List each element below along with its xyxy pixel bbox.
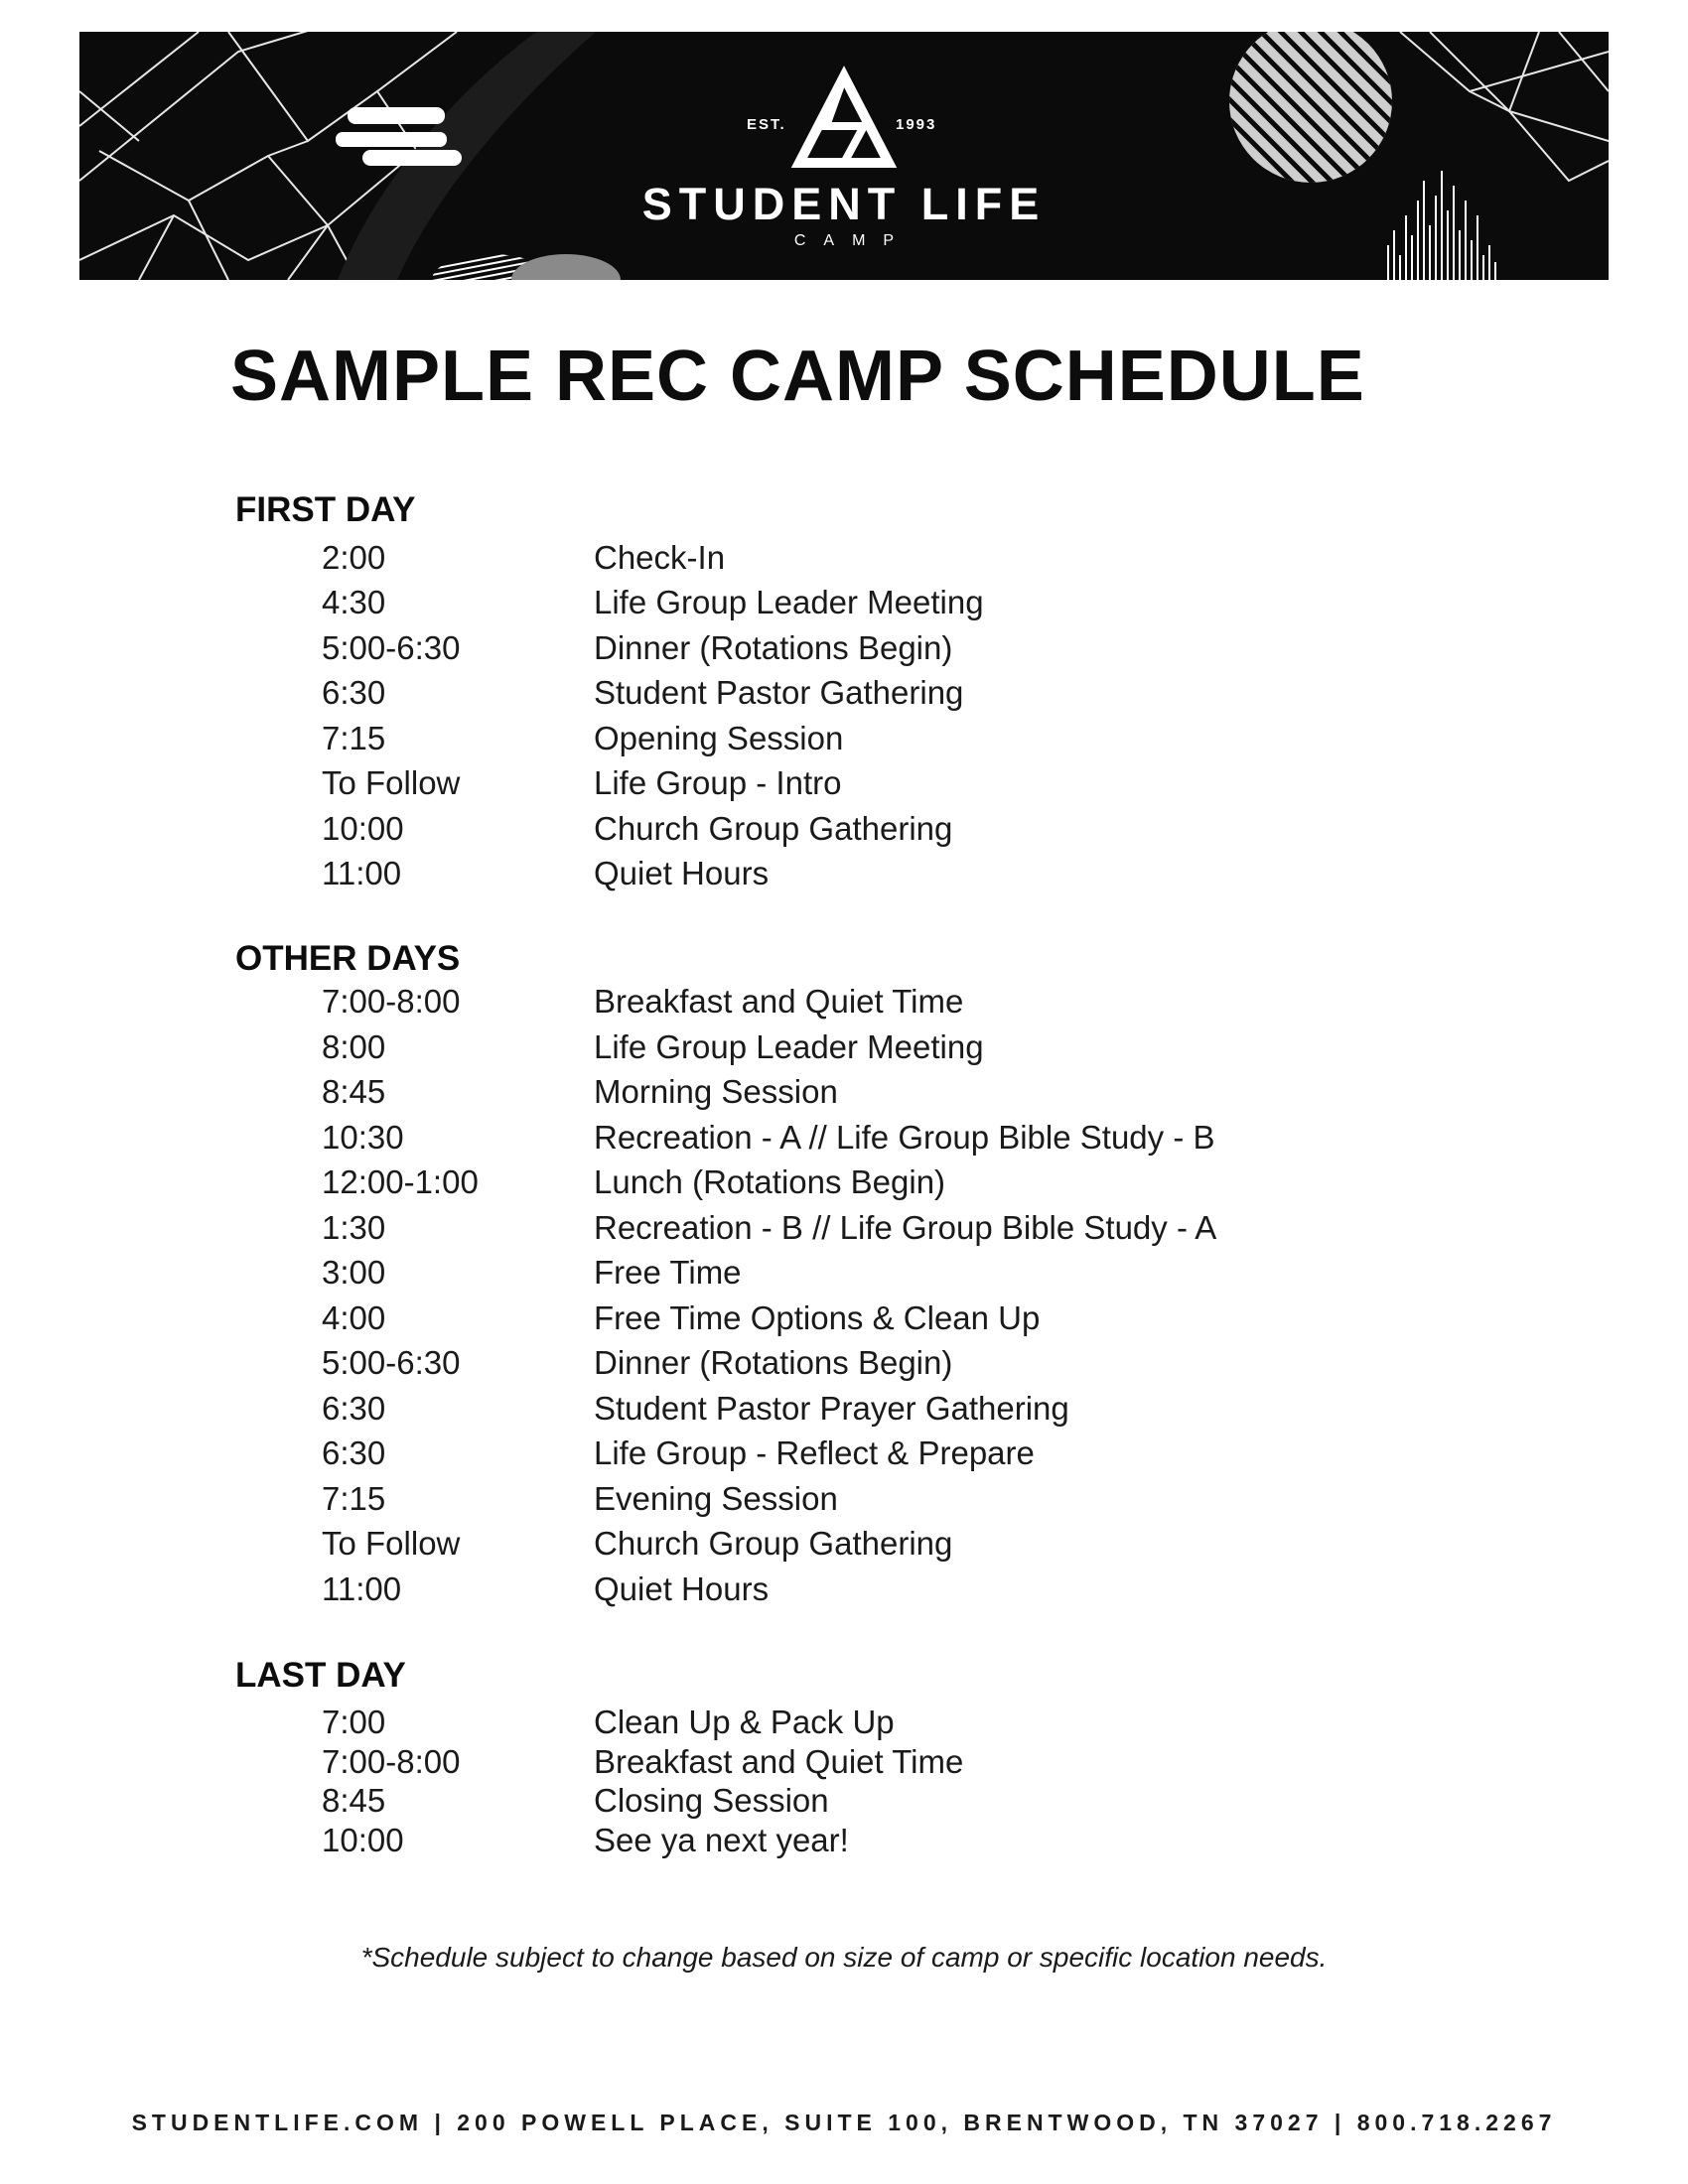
row-time: 10:30: [322, 1119, 404, 1156]
header-banner: [79, 32, 1609, 280]
section-heading-last-day: LAST DAY: [235, 1656, 406, 1695]
schedule-row: [0, 720, 1688, 765]
row-time: To Follow: [322, 1525, 461, 1562]
row-activity: Church Group Gathering: [594, 1525, 953, 1562]
logo-brand-name: STUDENT LIFE: [641, 179, 1047, 229]
row-time: 10:00: [322, 1822, 404, 1858]
schedule-row: [0, 1299, 1688, 1345]
logo-est-label: EST.: [747, 116, 786, 133]
row-time: 10:00: [322, 810, 404, 847]
row-time: 1:30: [322, 1209, 386, 1246]
schedule-row: [0, 1344, 1688, 1390]
row-activity: Closing Session: [594, 1782, 829, 1819]
schedule-row: [0, 629, 1688, 675]
row-time: 4:30: [322, 584, 386, 620]
row-time: 7:00: [322, 1704, 386, 1740]
row-time: 6:30: [322, 674, 386, 711]
row-activity: Opening Session: [594, 720, 844, 756]
row-activity: Student Pastor Prayer Gathering: [594, 1390, 1069, 1427]
schedule-row: [0, 810, 1688, 856]
logo-year-label: 1993: [896, 116, 937, 133]
row-activity: Life Group Leader Meeting: [594, 584, 984, 620]
row-activity: Recreation - A // Life Group Bible Study - B: [594, 1119, 1215, 1156]
row-activity: Morning Session: [594, 1073, 838, 1110]
row-activity: Breakfast and Quiet Time: [594, 983, 964, 1020]
row-activity: Church Group Gathering: [594, 810, 953, 847]
row-time: 11:00: [322, 855, 402, 891]
row-time: 8:00: [322, 1028, 386, 1065]
row-time: 12:00-1:00: [322, 1163, 479, 1200]
schedule-row: [0, 539, 1688, 585]
row-time: 7:15: [322, 1480, 386, 1517]
row-time: 8:45: [322, 1782, 386, 1819]
schedule-row: [0, 1525, 1688, 1570]
row-time: 6:30: [322, 1390, 386, 1427]
row-time: 2:00: [322, 539, 386, 576]
schedule-row: [0, 1254, 1688, 1299]
row-time: 5:00-6:30: [322, 629, 461, 666]
page-title: SAMPLE REC CAMP SCHEDULE: [230, 337, 1365, 416]
row-activity: Evening Session: [594, 1480, 838, 1517]
row-activity: Quiet Hours: [594, 855, 770, 891]
schedule-row: [0, 983, 1688, 1028]
row-activity: Life Group - Intro: [594, 764, 842, 801]
schedule-footnote: *Schedule subject to change based on size of camp or specific location needs.: [360, 1942, 1328, 1973]
row-time: 7:15: [322, 720, 386, 756]
row-activity: Life Group - Reflect & Prepare: [594, 1434, 1035, 1471]
row-time: 3:00: [322, 1254, 386, 1291]
schedule-row: [0, 1480, 1688, 1526]
row-activity: Student Pastor Gathering: [594, 674, 964, 711]
logo-brand-sub: CAMP: [793, 232, 913, 249]
row-activity: Dinner (Rotations Begin): [594, 629, 953, 666]
row-activity: Recreation - B // Life Group Bible Study - A: [594, 1209, 1217, 1246]
schedule-row: [0, 1163, 1688, 1209]
schedule-row: [0, 1434, 1688, 1480]
row-time: 5:00-6:30: [322, 1344, 461, 1381]
row-time: 11:00: [322, 1570, 402, 1607]
row-activity: Free Time Options & Clean Up: [594, 1299, 1041, 1336]
schedule-row: [0, 584, 1688, 629]
row-activity: Check-In: [594, 539, 726, 576]
schedule-row: [0, 764, 1688, 810]
section-heading-first-day: FIRST DAY: [235, 490, 416, 529]
row-time: 7:00-8:00: [322, 1743, 461, 1780]
schedule-row: [0, 1822, 1688, 1867]
row-time: 7:00-8:00: [322, 983, 461, 1020]
camp-logo: [79, 32, 1609, 280]
schedule-row: [0, 855, 1688, 900]
schedule-row: [0, 1028, 1688, 1074]
row-activity: Dinner (Rotations Begin): [594, 1344, 953, 1381]
row-time: 8:45: [322, 1073, 386, 1110]
row-activity: See ya next year!: [594, 1822, 849, 1858]
schedule-row: [0, 674, 1688, 720]
row-activity: Lunch (Rotations Begin): [594, 1163, 946, 1200]
schedule-row: [0, 1570, 1688, 1616]
row-activity: Life Group Leader Meeting: [594, 1028, 984, 1065]
row-activity: Quiet Hours: [594, 1570, 770, 1607]
row-time: To Follow: [322, 764, 461, 801]
section-heading-other-days: OTHER DAYS: [235, 939, 461, 978]
row-activity: Free Time: [594, 1254, 742, 1291]
schedule-row: [0, 1073, 1688, 1119]
row-time: 4:00: [322, 1299, 386, 1336]
row-activity: Breakfast and Quiet Time: [594, 1743, 964, 1780]
schedule-row: [0, 1209, 1688, 1255]
row-time: 6:30: [322, 1434, 386, 1471]
row-activity: Clean Up & Pack Up: [594, 1704, 895, 1740]
schedule-row: [0, 1390, 1688, 1435]
schedule-row: [0, 1119, 1688, 1164]
contact-footer: STUDENTLIFE.COM | 200 POWELL PLACE, SUITE 100, BRENTWOOD, TN 37027 | 800.718.2267: [131, 2110, 1557, 2135]
